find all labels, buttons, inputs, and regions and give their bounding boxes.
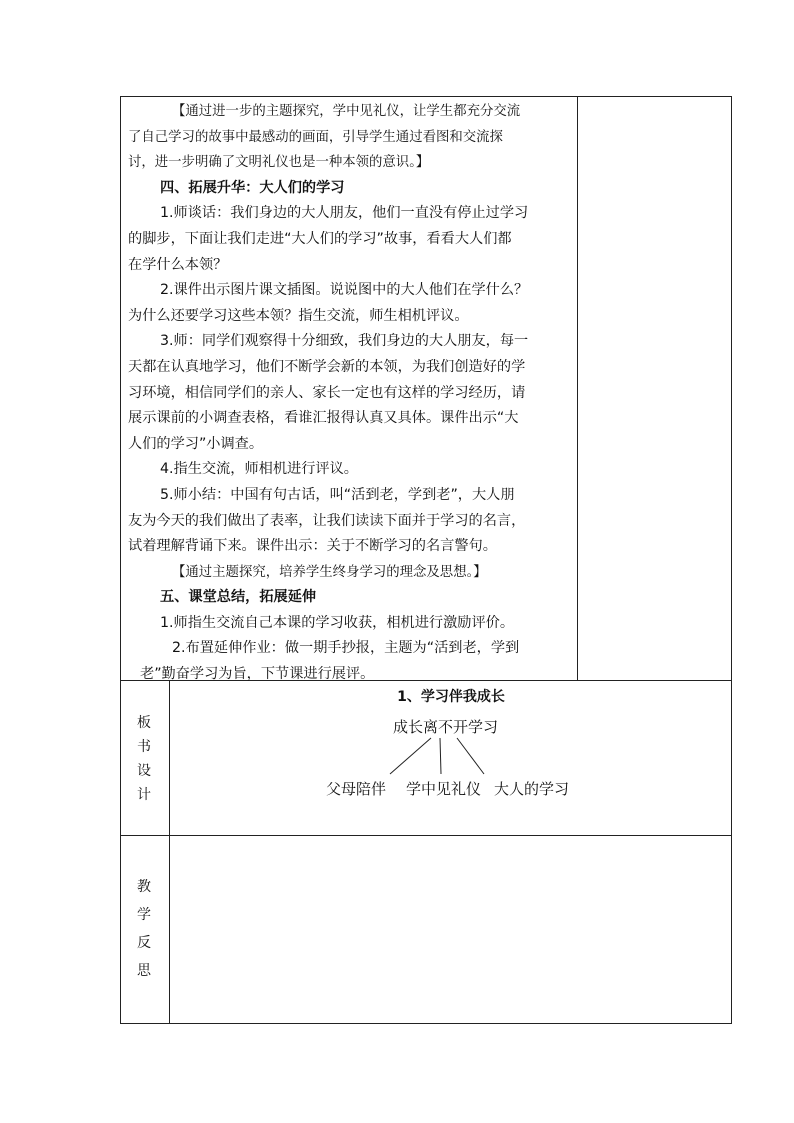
section-heading: 五、课堂总结，拓展延伸 xyxy=(160,589,317,606)
text-line: 天都在认真地学习，他们不断学会新的本领，为我们创造好的学 xyxy=(128,358,526,375)
text-line: 4.指生交流，师相机进行评议。 xyxy=(160,461,358,478)
teaching-reflection-label xyxy=(134,873,154,985)
text-line: 老”勤奋学习为旨，下节课进行展评。 xyxy=(140,666,375,683)
board-item-parents: 父母陪伴 xyxy=(326,780,387,798)
text-line: 3.师：同学们观察得十分细致，我们身边的大人朋友，每一 xyxy=(160,333,529,350)
label-column-divider xyxy=(169,680,170,1024)
board-main-topic: 成长离不开学习 xyxy=(393,718,499,736)
text-line: 在学什么本领？ xyxy=(128,256,228,273)
board-title: 1、学习伴我成长 xyxy=(397,689,505,705)
text-line: 友为今天的我们做出了表率，让我们读读下面并于学习的名言， xyxy=(128,512,526,529)
text-line: 1.师指生交流自己本课的学习收获，相机进行激励评价。 xyxy=(160,614,515,631)
text-line: 习环境，相信同学们的亲人、家长一定也有这样的学习经历，请 xyxy=(128,384,526,401)
label-char: 计 xyxy=(137,787,151,803)
lesson-content xyxy=(128,99,576,683)
board-item-adults: 大人的学习 xyxy=(494,780,570,798)
note-paragraph: 讨，进一步明确了文明礼仪也是一种本领的意识。】 xyxy=(128,155,430,171)
text-line: 试着理解背诵下来。课件出示：关于不断学习的名言警句。 xyxy=(128,538,497,555)
text-line: 展示课前的小调查表格，看谁汇报得认真又具体。课件出示“大 xyxy=(128,410,519,427)
label-char: 教 xyxy=(137,879,151,895)
text-line: 1.师谈话：我们身边的大人朋友，他们一直没有停止过学习 xyxy=(160,205,529,222)
label-char: 学 xyxy=(137,907,151,923)
label-char: 板 xyxy=(137,715,151,731)
text-line: 2.布置延伸作业：做一期手抄报，主题为“活到老，学到 xyxy=(172,640,520,657)
text-line: 为什么还要学习这些本领？指生交流，师生相机评议。 xyxy=(128,307,469,324)
top-row-divider xyxy=(577,96,578,681)
note-paragraph: 【通过主题探究，培养学生终身学习的理念及思想。】 xyxy=(172,564,487,580)
note-paragraph: 了自己学习的故事中最感动的画面，引导学生通过看图和交流探 xyxy=(128,129,503,145)
section-heading: 四、拓展升华：大人们的学习 xyxy=(160,179,345,196)
label-char: 设 xyxy=(137,763,151,779)
note-paragraph: 【通过进一步的主题探究，学中见礼仪，让学生都充分交流 xyxy=(172,104,521,119)
text-line: 2.课件出示图片课文插图。说说图中的大人他们在学什么？ xyxy=(160,282,529,299)
label-char: 书 xyxy=(137,739,151,755)
text-line: 的脚步，下面让我们走进“大人们的学习”故事，看看大人们都 xyxy=(128,230,512,247)
board-item-etiquette: 学中见礼仪 xyxy=(406,780,482,798)
board-design-label xyxy=(134,711,154,807)
row-line-2 xyxy=(120,835,732,836)
label-char: 反 xyxy=(137,935,151,951)
label-char: 思 xyxy=(137,963,151,979)
text-line: 5.师小结：中国有句古话，叫“活到老，学到老”，大人朋 xyxy=(160,486,515,503)
text-line: 人们的学习”小调查。 xyxy=(128,435,264,452)
